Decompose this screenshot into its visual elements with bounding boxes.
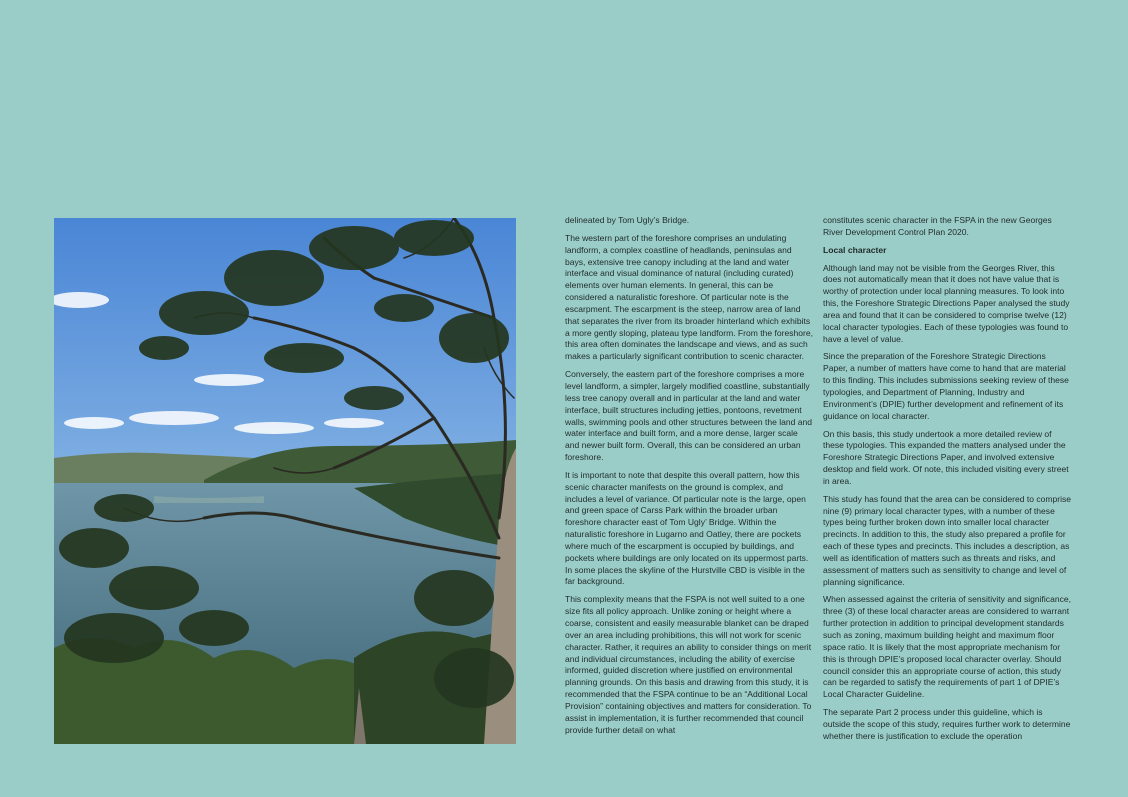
paragraph: Although land may not be visible from the Georges River, this does not automatically mean that it does not have value that is worthy of protection under local planning measures. To look into this, the Foreshore Strategic Directions Paper analysed the study area and found that it can be considered to comprise twelve (12) local character typologies. Each of these typologies was found to have a level of value. <box>823 262 1070 344</box>
paragraph: The western part of the foreshore comprises an undulating landform, a complex coastline of headlands, peninsulas and bays, extensive tree canopy including at the land and water interface and visual dominance of natural (including curated) elements over human elements. In general, this can be considered a naturalistic foreshore. Of particular note is the escarpment. The escarpment is the steep, narrow area of land that separates the river from its broader hinterland which exhibits a more gently sloping, plateau type landform. From the foreshore, this area often dominates the landscape and views, and as such makes a particularly significant contribution to scenic character. <box>565 232 813 362</box>
paragraph: The separate Part 2 process under this guideline, which is outside the scope of this study, requires further work to determine whether there is justification to exclude the operation <box>823 707 1071 741</box>
section-heading: Local character <box>823 244 887 255</box>
foreshore-landscape-photo <box>54 218 516 744</box>
paragraph: This study has found that the area can be considered to comprise nine (9) primary local character types, with a number of these types being further broken down into smaller local character precincts. In addition to this, the study also prepared a profile for each of these types and precincts. This includes a description, as well as identification of matters such as threats and risks, and assessment of matters such as sensitivity to change and level of planning significance. <box>823 493 1072 587</box>
paragraph: When assessed against the criteria of sensitivity and significance, three (3) of these local character areas are considered to warrant further protection in addition to principal development standards such as zoning, maximum building height and maximum floor space ratio. It is likely that the most appropriate mechanism for this is through DPIE’s proposed local character overlay. Should council consider this an appropriate course of action, this study can be regarded to satisfy the requirements of part 1 of DPIE’s Local Character Guideline. <box>823 594 1071 700</box>
paragraph: This complexity means that the FSPA is not well suited to a one size fits all policy approach. Unlike zoning or height where a coarse, consistent and easily measurable blanket can be draped over an area including prohibitions, this will not work for scenic character. Rather, it requires an ability to consider things on merit and individual circumstances, including the ability of exercise informed, guided discretion where justified on environmental planning grounds. On this basis and drawing from this study, it is recommended that the FSPA continue to be an “Additional Local Provision” containing objectives and matters for consideration. To assist in implementation, it is further recommended that council provide further detail on what <box>565 594 812 735</box>
paragraph: Conversely, the eastern part of the foreshore comprises a more level landform, a simpler, largely modified coastline, substantially less tree canopy overall and in particular at the land and water interface, built structures including jetties, pontoons, revetment walls, swimming pools and other structures between the land and water interface and built form, and a more dense, larger scale and newer built form. Overall, this can be considered an urban foreshore. <box>565 369 813 463</box>
paragraph: It is important to note that despite this overall pattern, how this scenic character manifests on the ground is complex, and includes a level of variance. Of particular note is the large, open and green space of Carss Park within the broader urban foreshore character east of Tom Ugly’ Bridge. Within the naturalistic foreshore in Lugarno and Oatley, there are pockets where much of the escarpment is occupied by buildings, and pockets where buildings are only located on its uppermost parts. In some places the skyline of the Hurstville CBD is visible in the far background. <box>565 469 809 587</box>
text-column-right <box>823 215 1071 749</box>
paragraph: delineated by Tom Ugly’s Bridge. <box>565 215 690 225</box>
paragraph: On this basis, this study undertook a more detailed review of these typologies. This expanded the matters analysed under the Foreshore Strategic Directions Paper, and involved extensive desktop and field work. Of note, this included visiting every street in area. <box>823 428 1069 486</box>
paragraph: Since the preparation of the Foreshore Strategic Directions Paper, a number of matters have come to hand that are material to this finding. This includes submissions seeking review of these typologies, and Department of Planning, Industry and Environment’s (DPIE) further development and refinement of its guidance on local character. <box>823 351 1069 421</box>
text-column-left <box>565 215 813 742</box>
paragraph: constitutes scenic character in the FSPA in the new Georges River Development Control Plan 2020. <box>823 215 1052 237</box>
